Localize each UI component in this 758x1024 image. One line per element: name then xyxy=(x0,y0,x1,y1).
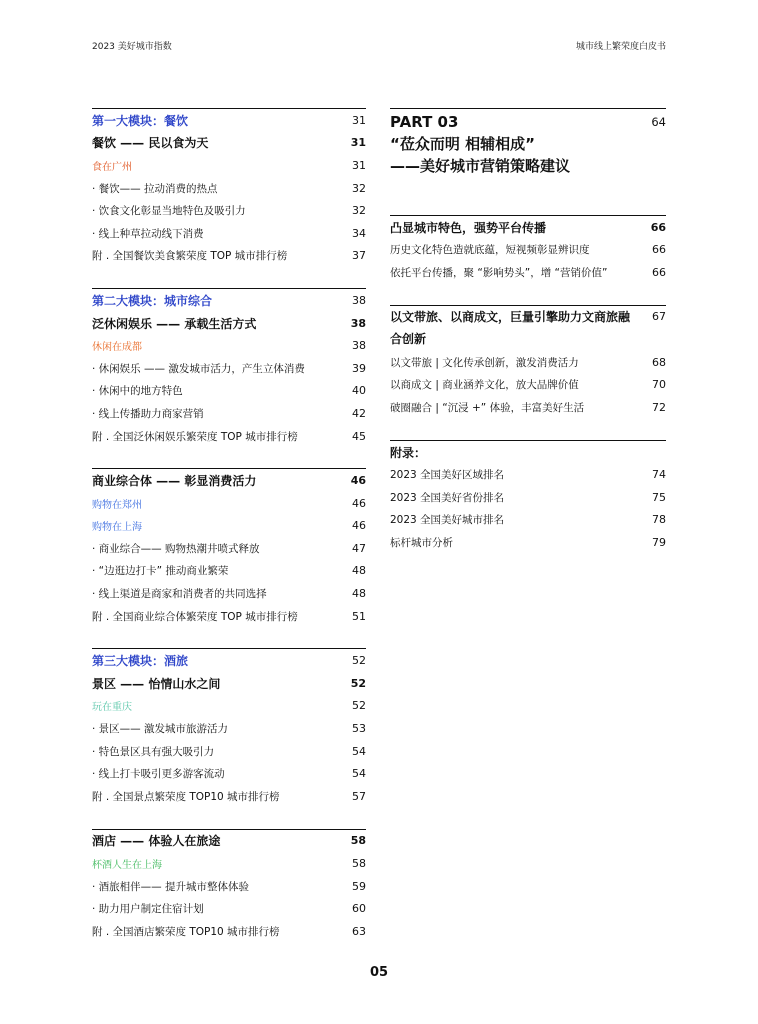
page-number: 05 xyxy=(369,965,389,980)
toc-left-column xyxy=(92,108,366,943)
toc-entry[interactable]: · “边逛边打卡” 推动商业繁荣 48 xyxy=(92,564,366,578)
toc-section-platform xyxy=(390,215,666,284)
toc-entry[interactable]: 泛休闲娱乐 —— 承载生活方式 38 xyxy=(92,316,366,331)
toc-part-03 xyxy=(390,108,666,177)
toc-entry[interactable]: 商业综合体 —— 彰显消费活力 46 xyxy=(92,474,366,489)
toc-entry[interactable]: 第三大模块：酒旅 52 xyxy=(92,654,366,669)
toc-entry[interactable]: · 线上传播助力商家营销 42 xyxy=(92,406,366,420)
toc-entry[interactable]: 附 . 全国酒店繁荣度 TOP10 城市排行榜 63 xyxy=(92,924,366,938)
toc-entry[interactable]: 标杆城市分析 79 xyxy=(390,535,666,549)
toc-entry[interactable]: 凸显城市特色，强势平台传播 66 xyxy=(390,220,666,235)
toc-section-dining xyxy=(92,108,366,267)
toc-entry[interactable]: · 助力用户制定住宿计划 60 xyxy=(92,902,366,916)
toc-entry[interactable]: 2023 全国美好省份排名 75 xyxy=(390,490,666,504)
toc-section-hotel xyxy=(92,829,366,943)
part-title: PART 03 “莅众而明 相辅相成” ——美好城市营销策略建议 xyxy=(390,113,571,175)
toc-entry[interactable]: PART 03 “莅众而明 相辅相成” ——美好城市营销策略建议 64 xyxy=(390,113,666,175)
toc-entry[interactable]: 酒店 —— 体验人在旅途 58 xyxy=(92,834,366,849)
toc-section-city xyxy=(92,288,366,447)
toc-entry[interactable]: 第一大模块：餐饮 31 xyxy=(92,113,366,128)
toc-section-mall xyxy=(92,468,366,627)
toc-section-appendix xyxy=(390,440,666,554)
toc-entry[interactable]: 以商成文 | 商业涵养文化，放大品牌价值 70 xyxy=(390,378,666,392)
toc-entry[interactable]: 景区 —— 怡情山水之间 52 xyxy=(92,676,366,691)
toc-section-travel xyxy=(92,648,366,807)
toc-entry[interactable]: 附 . 全国餐饮美食繁荣度 TOP 城市排行榜 37 xyxy=(92,249,366,263)
toc-entry[interactable]: · 线上渠道是商家和消费者的共同选择 48 xyxy=(92,587,366,601)
toc-entry[interactable]: 以文带旅 | 文化传承创新，激发消费活力 68 xyxy=(390,355,666,369)
toc-entry[interactable]: 购物在上海 46 xyxy=(92,519,366,534)
toc-entry[interactable]: 附 . 全国商业综合体繁荣度 TOP 城市排行榜 51 xyxy=(92,609,366,623)
toc-entry[interactable]: · 商业综合—— 购物热潮井喷式释放 47 xyxy=(92,541,366,555)
toc-entry[interactable]: · 饮食文化彰显当地特色及吸引力 32 xyxy=(92,204,366,218)
toc-entry[interactable]: · 特色景区具有强大吸引力 54 xyxy=(92,744,366,758)
toc-section-culture xyxy=(390,305,666,419)
header-title-right: 城市线上繁荣度白皮书 xyxy=(575,42,666,52)
toc-entry[interactable]: · 酒旅相伴—— 提升城市整体体验 59 xyxy=(92,879,366,893)
toc-entry[interactable]: 附 . 全国景点繁荣度 TOP10 城市排行榜 57 xyxy=(92,789,366,803)
toc-entry[interactable]: 依托平台传播，聚 “影响势头”，增 “营销价值” 66 xyxy=(390,265,666,279)
toc-entry[interactable]: · 线上种草拉动线下消费 34 xyxy=(92,226,366,240)
toc-entry[interactable]: 附 . 全国泛休闲娱乐繁荣度 TOP 城市排行榜 45 xyxy=(92,429,366,443)
toc-entry[interactable]: 2023 全国美好区域排名 74 xyxy=(390,468,666,482)
toc-entry[interactable]: 2023 全国美好城市排名 78 xyxy=(390,513,666,527)
toc-entry[interactable]: 第二大模块：城市综合 38 xyxy=(92,293,366,308)
toc-entry[interactable]: 餐饮 —— 民以食为天 31 xyxy=(92,136,366,151)
toc-entry[interactable]: 以文带旅、以商成文，巨量引擎助力文商旅融合创新 67 xyxy=(390,309,666,347)
toc-entry[interactable]: 食在广州 31 xyxy=(92,158,366,173)
toc-entry: 附录： xyxy=(390,445,427,460)
toc-entry[interactable]: 历史文化特色造就底蕴，短视频彰显辨识度 66 xyxy=(390,243,666,257)
toc-right-column xyxy=(390,108,666,554)
toc-entry[interactable]: 杯酒人生在上海 58 xyxy=(92,857,366,872)
toc-entry[interactable]: 休闲在成都 38 xyxy=(92,339,366,354)
toc-entry[interactable]: 玩在重庆 52 xyxy=(92,699,366,714)
toc-entry[interactable]: · 休闲中的地方特色 40 xyxy=(92,384,366,398)
toc-entry[interactable]: · 线上打卡吸引更多游客流动 54 xyxy=(92,767,366,781)
toc-entry[interactable]: 破圈融合 | “沉浸 +” 体验，丰富美好生活 72 xyxy=(390,400,666,414)
toc-entry[interactable]: · 景区—— 激发城市旅游活力 53 xyxy=(92,722,366,736)
toc-entry[interactable]: 购物在郑州 46 xyxy=(92,496,366,511)
toc-entry[interactable]: · 休闲娱乐 —— 激发城市活力，产生立体消费 39 xyxy=(92,361,366,375)
toc-entry[interactable]: · 餐饮—— 拉动消费的热点 32 xyxy=(92,181,366,195)
header-title-left: 2023 美好城市指数 xyxy=(92,42,172,52)
